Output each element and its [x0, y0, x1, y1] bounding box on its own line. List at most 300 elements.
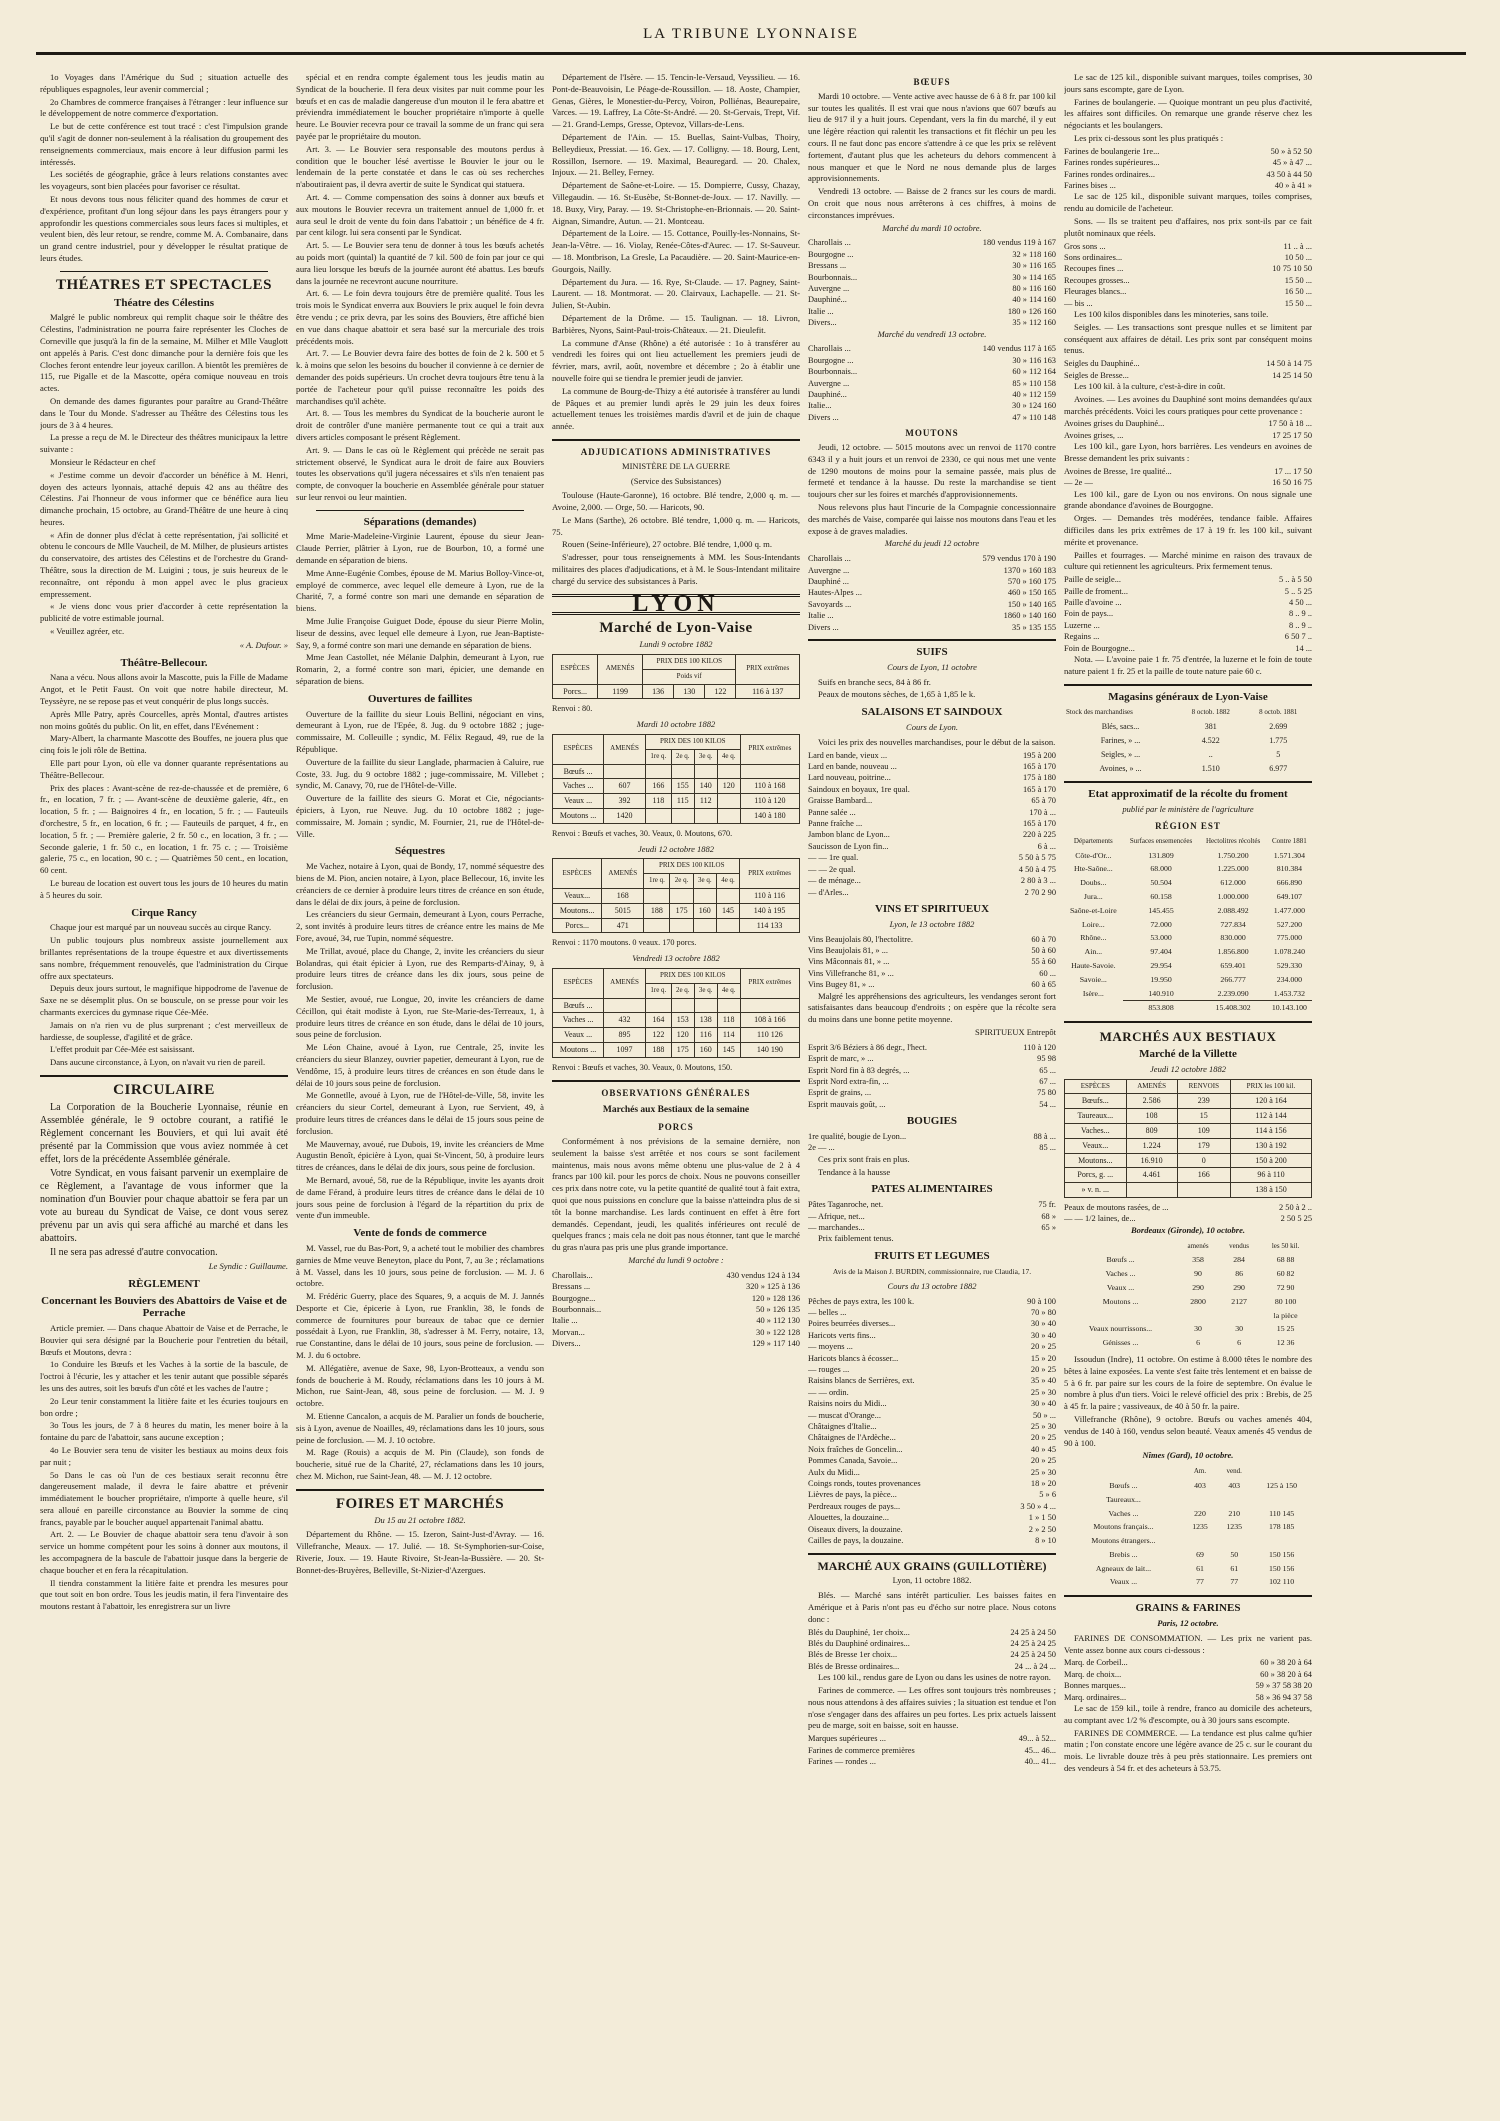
price-value: 5 .. 5 25	[1284, 586, 1312, 596]
avoines-prices-2	[1064, 466, 1312, 489]
table-row: Moutons français... 1235 1235 178 185	[1093, 1522, 1295, 1532]
paragraph: Mardi 10 octobre. — Vente active avec hausse de 6 à 8 fr. par 100 kil sur toutes les qualités. Il est vrai que nous n'avions que 607 bœufs au lieu de 917 il y a huit jours. Cependant, vers la fin du marché, il y eut une légère réaction qui ralentit les transactions et fit fléchir un peu les cours. Il ne faut donc pas encore s'attendre à ce que les prix se relèvent fortement, d'autant plus que les acheteurs du dehors commencent à nous manquer et que le Nord ne nous demande plus de larges approvisionnements.	[808, 90, 1056, 184]
reglement-continued	[296, 72, 544, 504]
price-value: 75 80	[1037, 1088, 1056, 1098]
paragraph: Depuis deux jours surtout, le magnifique hippodrome de l'avenue de Saxe ne se désemplit plus. On se bouscule, on se presse pour voir les charmants exercices du gymnase rique Cée-Mée.	[40, 983, 288, 1017]
vendredi-table: ESPÈCES AMENÉS PRIX DES 100 KILOS PRIX extrêmes 1re q. 2e q. 3e q. 4e q. Bœufs ... Vaches ... 432 164 153 138 118 108 à 166 Veaux ... 895 122 120 116 114 110 126 Moutons ... 1097 188 175 160 145 140 190	[552, 968, 800, 1058]
price-label: Paille de froment...	[1064, 586, 1128, 596]
price-label: Esprit de grains, ...	[808, 1088, 872, 1098]
price-value: 175 à 180	[1022, 773, 1056, 783]
circulaire-text	[40, 1101, 288, 1259]
price-value: 60 ...	[1039, 968, 1056, 978]
price-label: Raisins noirs du Midi...	[808, 1399, 887, 1409]
jeudi-table: ESPÈCES AMENÉS PRIX DES 100 KILOS PRIX extrêmes 1re q. 2e q. 3e q. 4e q. Veaux... 168 110 à 116 Moutons... 5015 188 175 160 145 140 à 195 Porcs... 471 114 133	[552, 858, 800, 933]
price-row	[1064, 1692, 1312, 1703]
divider	[808, 639, 1056, 641]
grains-heading: MARCHÉ AUX GRAINS (GUILLOTIÈRE)	[817, 1558, 1047, 1573]
paragraph: M. Etienne Cancalon, a acquis de M. Paralier un fonds de boucherie, sis à Lyon, avenue de Noailles, 49, réclamations dans les 10 jours, sous peine de forclusion. — M. J. 10 octobre.	[296, 1411, 544, 1445]
paragraph: Département de Saône-et-Loire. — 15. Dompierre, Cussy, Chazay, Villegaudin. — 16. St-Eusèbe, St-Bonnet-de-Joux. — 17. Navilly. — 18. Buxy, Viry, Paray. — 19. St-Christophe-en-Brionnais. — 20. Saint-Aignan, Simandre, Autun. — 21. Montceau.	[552, 180, 800, 226]
price-row	[808, 1421, 1056, 1432]
price-label: Oiseaux divers, la douzaine.	[808, 1524, 903, 1534]
villette-table: ESPÈCES AMENÉS RENVOIS PRIX les 100 kil. Bœufs... 2.586 239 120 à 164 Taureaux... 108 15 112 à 144 Vaches... 809 109 114 à 156 Veaux... 1.224 179 130 à 192 Moutons... 16.910 0 150 à 200 Porcs, g. ... 4.461 166 96 à 110 » v. n. ... 138 à 150	[1064, 1079, 1312, 1198]
price-label: Seigles du Dauphiné...	[1064, 359, 1140, 369]
price-row	[1064, 146, 1312, 157]
price-row	[808, 945, 1056, 956]
paragraph: Département du Jura. — 16. Rye, St-Claude. — 17. Pagney, Saint-Laurent. — 18. Montmorat. — 20. Clairvaux, Lachapelle. — 21. St-Julien, St-Aubin.	[552, 276, 800, 311]
boeufs-text	[808, 91, 1056, 222]
price-label: Lard nouveau, poitrine...	[808, 773, 891, 783]
paragraph: Département du Rhône. — 15. Izeron, Saint-Just-d'Avray. — 16. Villefranche, Meaux. — 17. Julié. — 18. St-Symphorien-sur-Coise, Riverie, Joux. — 19. Haute Rivoire, St-Jean-la-Bussière. — 20. St-Bonnet-des-Bruyères, Belleville, St-Nizier-d'Azergues.	[296, 1529, 544, 1575]
villette-peaux	[1064, 1202, 1312, 1225]
price-value: 220 à 225	[1022, 830, 1056, 840]
price-label: Farines de commerce premières	[808, 1745, 915, 1755]
paragraph: Votre Syndicat, en vous faisant parvenir un exemplaire de ce Règlement, a l'avantage de vous informer que la nomination d'un Bouvier pour chaque abattoir se fera par un vote au bureau du Syndicat de Vaise, ce dont vous serez prévenu par un avis qui sera affiché au marché et dans les abattoirs.	[40, 1167, 288, 1244]
price-label: Farines — rondes ...	[808, 1756, 876, 1766]
villefranche-text: Villefranche (Rhône), 9 octobre. Bœufs ou vaches amenés 404, vendus de 140 à 160, vendus selon beauté. Veaux amenés 45 vendus de 90 à 100.	[1064, 1413, 1312, 1448]
price-label: Avoines grises du Dauphiné...	[1064, 419, 1165, 429]
price-value: 6 50 7 ..	[1284, 632, 1312, 642]
table-row: Veaux nourrissons... 30 30 15 25	[1088, 1324, 1295, 1334]
col-especes: ESPÈCES	[553, 655, 598, 685]
price-label: Bressans ...	[808, 261, 847, 271]
price-label: — — ordin.	[808, 1387, 849, 1397]
price-label: — — 1/2 laines, de...	[1064, 1214, 1136, 1224]
mardi-table: ESPÈCES AMENÉS PRIX DES 100 KILOS PRIX extrêmes 1re q. 2e q. 3e q. 4e q. Bœufs ... Vaches ... 607 166 155 140 120 110 à 168 Veaux ... 392 118 115 112 110 à 120 Moutons ... 1420 140 à 180	[552, 734, 800, 824]
price-label: Savoyards ...	[808, 599, 852, 609]
price-row	[808, 807, 1056, 818]
price-label: Divers ...	[808, 622, 839, 632]
price-row	[808, 306, 1056, 317]
price-label: Jambon blanc de Lyon...	[808, 830, 890, 840]
boeufs-vendredi-prices	[808, 343, 1056, 423]
price-row	[808, 829, 1056, 840]
price-row	[808, 841, 1056, 852]
paragraph: Vendredi 13 octobre. — Baisse de 2 francs sur les cours de mardi. On croit que nous nous arrêterons à ces chiffres, à moins de circonstances imprévues.	[808, 186, 1056, 220]
price-row	[808, 283, 1056, 294]
fonds-heading: Vente de fonds de commerce	[353, 1227, 487, 1240]
vendredi-date: Vendredi 13 octobre 1882	[632, 953, 720, 964]
paragraph: « Veuillez agréer, etc.	[50, 626, 125, 637]
price-value: 40 » 45	[1030, 1444, 1056, 1454]
price-value: 180 » 126 160	[1007, 306, 1056, 316]
sequestres-heading: Séquestres	[395, 845, 445, 858]
lyon-banner: LYON	[552, 594, 800, 616]
price-row	[808, 599, 1056, 610]
lundi-renvoi: Renvoi : 80.	[552, 704, 593, 714]
price-row	[808, 587, 1056, 598]
price-value: 5 » 6	[1039, 1490, 1056, 1500]
price-row	[1064, 370, 1312, 381]
price-row	[1064, 241, 1312, 252]
table-row: Blés, sacs... 381 2.699	[1101, 722, 1288, 732]
table-row: Moutons... 5015 188 175 160 145 140 à 195	[553, 903, 800, 918]
celestins-text	[40, 312, 288, 638]
price-row	[808, 317, 1056, 328]
price-value: 60 » 38 20 à 64	[1260, 1669, 1312, 1679]
price-row	[808, 1627, 1056, 1638]
paragraph: spécial et en rendra compte également tous les jeudis matin au Syndicat de la boucherie. Il fera deux visites par nuit comme pour les bœufs et en cas de maladie dangereuse d'un mouton il le fera abattre et préviendra immédiatement le boucher propriétaire n'importe à quelle heure. Le Bouvier recevra pour ce travail la somme de un franc qui sera payée par le propriétaire du mouton.	[296, 72, 544, 141]
price-value: 85 » 110 158	[1012, 378, 1056, 388]
price-label: Bourbonnais...	[552, 1304, 602, 1314]
price-value: 2 » 2 50	[1028, 1524, 1056, 1534]
price-row	[808, 1065, 1056, 1076]
price-value: 14 50 à 14 75	[1266, 359, 1312, 369]
pailles-prices	[1064, 574, 1312, 654]
price-row	[808, 378, 1056, 389]
table-row: Rhône... 53.000 830.000 775.000	[1080, 933, 1303, 943]
paragraph: « Je viens donc vous prier d'accorder à cette représentation la publicité de votre estimable journal.	[40, 601, 288, 624]
seigles-text: Seigles. — Les transactions sont presque nulles et se limitent par conséquent aux affaires de détail. Les prix sont par conséquent moins tenus.	[1064, 321, 1312, 356]
price-label: Auvergne ...	[808, 565, 850, 575]
price-label: Bourbonnais...	[808, 272, 858, 282]
masthead	[36, 18, 1466, 58]
paragraph: Art. 3. — Le Bouvier sera responsable des moutons perdus à condition que le boucher lésé avertisse le Bouvier le jour ou le lendemain de la perte constatée et dans le cas où ses recherches n'aboutiraient pas, il devra avertir de suite le Syndicat qui statuera.	[296, 143, 544, 190]
price-value: 43 50 à 44 50	[1266, 169, 1312, 179]
price-label: Sons ordinaires...	[1064, 253, 1123, 262]
paragraph: Art. 9. — Dans le cas où le Règlement qui précède ne serait pas strictement observé, le Syndicat aura le droit de faire aux Bouviers toutes les observations qu'il jugera nécessaires et s'ils n'en tenaient pas compte, de convoquer la boucherie en Assemblée générale pour statuer sur leur renvoi ou leur maintien.	[296, 444, 544, 502]
price-row	[808, 1467, 1056, 1478]
price-value: 140 vendus 117 à 165	[982, 344, 1056, 354]
table-row: Porcs, g. ... 4.461 166 96 à 110	[1065, 1168, 1312, 1183]
price-label: — — 1re qual.	[808, 853, 859, 863]
price-value: 30 » 116 165	[1012, 261, 1056, 271]
table-row: Seigles, » ... .. 5	[1100, 749, 1281, 759]
price-value: 80 » 116 160	[1012, 283, 1056, 293]
table-row: Vaches ... 90 86 60 82	[1105, 1269, 1295, 1279]
table-row: Veaux... 1.224 179 130 à 192	[1065, 1138, 1312, 1153]
price-row	[808, 772, 1056, 783]
paragraph: M. Frédéric Guerry, place des Squares, 9, a acquis de M. J. Jannés Desporte et Cie, épicerie à Lyon, rue Franklin, 38, le fonds de commerce de fournitures pour bureaux de tabac que ce dernier possédait à Lyon, rue Franklin, 38, s'adresser à M. Ferry, notaire, 13, rue Constantine, dans le délai de 10 jours, sous peine de forclusion. — M. J. du 6 octobre.	[296, 1291, 544, 1361]
price-value: 11 .. à ...	[1283, 241, 1312, 251]
bellecour-heading: Théâtre-Bellecour.	[120, 656, 208, 669]
pates-heading: PATES ALIMENTAIRES	[871, 1183, 993, 1196]
price-label: Panne salée ...	[808, 807, 856, 817]
price-label: Seigles de Bresse...	[1064, 370, 1129, 380]
price-value: 14 ...	[1295, 643, 1312, 653]
price-value: 14 25 14 50	[1272, 370, 1312, 380]
paragraph: Un public toujours plus nombreux assiste journellement aux brillantes représentations de la troupe équestre et aux divertissements sans nombre, fréquemment renouvelés, que l'administration du Cirque offre aux spectateurs.	[40, 935, 288, 981]
intro-paragraphs	[40, 72, 288, 265]
price-value: 180 vendus 119 à 167	[982, 238, 1056, 248]
price-value: 16 50 16 75	[1272, 478, 1312, 488]
table-row: Bœufs ... 358 284 68 88	[1106, 1255, 1295, 1265]
price-row	[808, 1478, 1056, 1489]
price-value: 2 70 2 90	[1024, 887, 1056, 897]
price-label: Charollais...	[552, 1270, 593, 1280]
price-label: — de ménage...	[808, 876, 861, 886]
price-value: 120 » 128 136	[751, 1293, 800, 1303]
price-value: 460 » 150 165	[1007, 588, 1056, 598]
price-label: Alouettes, la douzaine...	[808, 1513, 889, 1523]
divider	[60, 271, 268, 272]
pailles-note: Nota. — L'avoine paie 1 fr. 75 d'entrée, la luzerne et le foin de toute nature paient 1 fr. 25 et la paille de toute nature paie 60 c.	[1064, 654, 1312, 676]
adjudications-heading: ADJUDICATIONS ADMINISTRATIVES	[580, 446, 772, 457]
table-row: Vaches... 809 109 114 à 156	[1065, 1123, 1312, 1138]
reglement-text	[40, 1323, 288, 1613]
price-row	[1064, 358, 1312, 369]
seigles-note: Les 100 kil. à la culture, c'est-à-dire in coût.	[1074, 381, 1226, 392]
price-value: 4 50 ...	[1288, 598, 1312, 608]
vins-sub: Lyon, le 13 octobre 1882	[889, 918, 975, 929]
fruits-heading: FRUITS ET LEGUMES	[874, 1250, 990, 1263]
price-value: 110 à 120	[1023, 1042, 1056, 1052]
sons-text: Sons. — Ils se traitent peu d'affaires, nos prix sont-ils par ce fait plutôt nominaux que réels.	[1064, 216, 1312, 238]
price-label: — d'Arles...	[808, 887, 849, 897]
price-row	[808, 343, 1056, 354]
price-label: — moyens ...	[808, 1342, 853, 1352]
mardi-date: Mardi 10 octobre 1882	[636, 719, 716, 730]
price-row	[808, 1375, 1056, 1386]
price-value: 24 25 à 24 50	[1010, 1650, 1056, 1660]
price-label: Gros sons ...	[1064, 241, 1106, 251]
paragraph: Ouverture de la faillite du sieur Louis Bellini, négociant en vins, demeurant à Lyon, rue de l'Epée, 8. Jug. du 9 octobre 1882 ; juge-commissaire, M. Colleuille ; syndic, M. Félix Regaud, 49, rue de la République.	[296, 708, 544, 755]
fruits-prices	[808, 1296, 1056, 1547]
price-label: Saucisson de Lyon fin...	[808, 841, 889, 851]
price-row	[1064, 466, 1312, 477]
table-row: Doubs... 50.504 612.000 666.890	[1080, 878, 1303, 888]
paragraph: Elle part pour Lyon, où elle va donner quarante représentations au Théâtre-Bellecour.	[40, 758, 288, 780]
table-row: Moutons... 16.910 0 150 à 200	[1065, 1153, 1312, 1168]
price-value: 59 » 37 58 38 20	[1255, 1681, 1312, 1691]
price-label: Pâtes Taganroche, net.	[808, 1200, 884, 1210]
paragraph: Art. 6. — Le foin devra toujours être de première qualité. Tous les trois mois le Syndicat enverra aux Bouviers le prix auquel le foin devra être vendu ; ce prix devra, par les soins des Bouviers, être affiché bien en vue dans chaque abattoir et sera basé sur la mercuriale des trois précédents mois.	[296, 288, 544, 346]
recolte-table: Départements Surfaces ensemencées Hectolitres récoltés Contre 1881 Côte-d'Or... 131.809 1.750.200 1.571.304 Hte-Saône... 68.000 1.225.000 810.384 Doubs... 50.504 612.000 666.890 Jura... 60.158 1.000.000 649.107 Saône-et-Loire 145.455 2.088.492 1.477.000 Loire... 72.000 727.834 527.200 Rhône... 53.000 830.000 775.000 Ain... 97.404 1.856.800 1.078.240 Haute-Savoie. 29.954 659.401 529.330 Savoie... 19.950 266.777 234.000 Isère... 140.910 2.239.090 1.453.732 853.808 15.408.302 10.143.100	[1064, 835, 1312, 1015]
col-poids-vif: Poids vif	[643, 669, 736, 684]
price-value: 18 » 20	[1030, 1479, 1056, 1489]
price-value: 67 ...	[1039, 1076, 1056, 1086]
paris-commerce-text: FARINES DE COMMERCE. — La tendance est plus calme qu'hier matin ; l'on constate encore une légère avance de 25 c. sur le courant du mois. Le livrable douze très à peu près stationnaire. Les premiers ont des vendeurs à 54 fr. et des acheteurs à 53.75.	[1064, 1727, 1312, 1774]
price-label: Perdreaux rouges de pays...	[808, 1501, 901, 1511]
boulangerie-intro: Les prix ci-dessous sont les plus pratiqués :	[1074, 132, 1224, 143]
farines-commerce-text: Farines de commerce. — Les offres sont toujours très nombreuses ; nous nous attendons à des affaires suivies ; la situation est tendue et l'on n'ose s'engager dans des affaires un peu fortes. Les prix actuels laissent peu de marge, soit en baisse, soit en hausse.	[808, 1684, 1056, 1731]
faillites-text	[296, 709, 544, 841]
price-label: — marchandes...	[808, 1222, 865, 1232]
table-row: Côte-d'Or... 131.809 1.750.200 1.571.304	[1075, 850, 1305, 860]
price-label: Recoupes fines ...	[1064, 264, 1124, 274]
salaisons-intro: Voici les prix des nouvelles marchandises, pour le début de la saison.	[818, 736, 1056, 747]
boulangerie-text: Farines de boulangerie. — Quoique montrant un peu plus d'activité, les affaires sont difficiles. On remarque une grande réserve chez les négociants et les boulangers.	[1064, 96, 1312, 131]
villette-subheading: Marché de la Villette	[1139, 1047, 1237, 1060]
price-value: 16 50 ...	[1284, 287, 1312, 297]
paragraph: Il tiendra constamment la litière faite et prendra les mesures pour que tout soit en bon ordre. Tous les jeudis matin, il fera l'inventaire des moutons restant à l'abattoir, les enregistrera sur un livre	[40, 1577, 288, 1612]
price-row	[808, 1222, 1056, 1233]
bougies-notes	[808, 1154, 1056, 1179]
price-row	[808, 366, 1056, 377]
table-row: Vaches ... 220 210 110 145	[1108, 1508, 1295, 1518]
price-label: Dauphiné...	[808, 390, 847, 400]
paragraph: Me Bernard, avoué, 58, rue de la République, invite les ayants droit de dame Férand, à produire leurs titres de créance dans le délai de 10 jours sous peine de forclusion à l'égard de la répartition du prix de vente d'un immeuble.	[296, 1174, 544, 1221]
price-row	[808, 864, 1056, 875]
porcs-prices	[552, 1270, 800, 1350]
price-row	[1064, 574, 1312, 585]
price-value: 17 ... 17 50	[1274, 466, 1312, 476]
paragraph: Ouverture de la faillite du sieur Langlade, pharmacien à Caluire, rue Coste, 33. Jug. du 9 octobre 1882 ; juge-commissaire, M. Villebet ; syndic, M. Canavy, 70, rue de l'Hôtel-de-Ville.	[296, 756, 544, 791]
price-row	[808, 1042, 1056, 1053]
paragraph: La presse a reçu de M. le Directeur des théâtres municipaux la lettre suivante :	[40, 432, 288, 455]
divider	[1064, 781, 1312, 783]
nimes-rows	[1064, 1479, 1312, 1589]
price-label: Cailles de pays, la douzaine.	[808, 1536, 904, 1546]
price-label: Bonnes marques...	[1064, 1681, 1126, 1691]
paragraph: Art. 2. — Le Bouvier de chaque abattoir sera tenu d'avoir à son service un homme compétent pour les soins à donner aux moutons, il les accompagnera de la bascule de l'abattoir jusque dans la bergerie de chaque boucher et en fera la récapitulation.	[40, 1529, 288, 1575]
paragraph: Le Mans (Sarthe), 26 octobre. Blé tendre, 1,000 q. m. — Haricots, 75.	[552, 514, 800, 537]
price-value: 45... 46...	[1024, 1745, 1056, 1755]
price-row	[808, 1512, 1056, 1523]
table-row: Vaches ... 607 166 155 140 120 110 à 168	[553, 779, 800, 794]
price-label: Graisse Bambard...	[808, 796, 873, 806]
price-label: Haricots verts fins...	[808, 1330, 876, 1340]
paragraph: Mary-Albert, la charmante Mascotte des Bouffes, ne jouera plus que cinq fois le joli rôle de Bettina.	[40, 733, 288, 756]
price-label: Bourgogne...	[552, 1293, 596, 1303]
fonds-text	[296, 1243, 544, 1483]
divider	[808, 1553, 1056, 1555]
table-row: Isère... 140.910 2.239.090 1.453.732	[1082, 988, 1305, 998]
price-label: Bourgogne ...	[808, 355, 854, 365]
price-label: Aulx du Midi...	[808, 1467, 860, 1477]
paragraph: Les sociétés de géographie, grâce à leurs relations constantes avec les voyageurs, sont bien placées pour favoriser ce résultat.	[40, 169, 288, 192]
price-value: 5 .. à 5 50	[1278, 575, 1312, 585]
price-label: Charollais ...	[808, 344, 851, 354]
price-label: Esprit mauvais goût, ...	[808, 1099, 886, 1109]
price-row	[1064, 298, 1312, 309]
price-label: Farines rondes supérieures...	[1064, 158, 1160, 168]
paragraph: Me Mauvernay, avoué, rue Dubois, 19, invite les créanciers de Mme Augustin Benoît, épicière à Lyon, quai St-Vincent, 50, à produire leurs titres de créances, dans le délai de dix jours, sous peine de forclusion.	[296, 1138, 544, 1173]
vendredi-renvoi: Renvoi : Bœufs et vaches, 30. Veaux, 0. Moutons, 150.	[552, 1062, 733, 1072]
paragraph: Malgré le public nombreux qui remplit chaque soir le théâtre des Célestins, l'administration ne pourra faire représenter les Cloches de Corneville que jusqu'à la fin de la semaine, M. Milher et Mlle Vauglott ont appelés à Paris. C'est donc dimanche pour la dernière fois que les Cloches feront entendre leur joyeux carillon. A bientôt les premières de 115, rue Pigalle et de la Mascotte, opéra comique nouveau en trois actes.	[40, 312, 288, 394]
price-value: 20 » 25	[1030, 1456, 1056, 1466]
price-row	[1064, 286, 1312, 297]
divider	[552, 1080, 800, 1082]
paragraph: Les créanciers du sieur Germain, demeurant à Lyon, cours Perrache, 2, sont invités à produire leurs titres de créance entre les mains de Me Fore, avoué, 34, rue Tupin, nommé séquestre.	[296, 909, 544, 943]
price-label: Marq. ordinaires...	[1064, 1692, 1127, 1702]
paragraph: Me Sestier, avoué, rue Longue, 20, invite les créanciers de dame Cécillon, qui était modiste à Lyon, rue Ste-Marie-des-Terreaux, 1, à produire leurs titres de créance en son étude, dans le délai de 10 jours, sous peine de forclusion.	[296, 993, 544, 1040]
price-row	[1064, 620, 1312, 631]
separations-text	[296, 531, 544, 687]
price-value: 40 » 114 160	[1012, 295, 1056, 305]
table-row: Taureaux... 108 15 112 à 144	[1065, 1109, 1312, 1124]
paragraph: M. Rage (Rouis) a acquis de M. Pin (Claude), son fonds de boucherie, situé rue de la Charité, 27, réclamations dans les 10 jours, chez M. Michon, rue Saint-Jean, 48. — M. J. 12 octobre.	[296, 1447, 544, 1482]
price-value: 32 » 118 160	[1012, 249, 1056, 259]
porcs-text: Conformément à nos prévisions de la semaine dernière, non seulement la baisse s'est arrêtée et nos cours se sont facilement maintenus, mais nous avons même obtenu une plus-value de 2 à 4 francs par 100 kil. pour les porcs de choix. Nous ne pouvons conseiller ces prix dans notre cote, vu la petite quantité de qualité tout à fait extra, quoi que nous puissions en conclure que la baisse n'atteindra plus de si tôt la bonne marchandise. Les lards continuent en effet à être fort demandés. Cependant, jeudi, les qualités inférieures ont reculé de quelques francs ; mais cela ne doit pas nous étonner, tant que le marché du gras n'aura pas pris une plus grande importance.	[552, 1135, 800, 1253]
fruits-avis: Avis de la Maison J. BURDIN, commissionnaire, rue Claudia, 17.	[832, 1266, 1032, 1276]
paragraph: Dans aucune circonstance, à Lyon, on n'avait vu rien de pareil.	[50, 1057, 266, 1068]
adjudications-text	[552, 490, 800, 587]
price-label: Bressans ...	[552, 1282, 591, 1292]
price-label: Divers ...	[808, 412, 839, 422]
spiritueux-prices	[808, 1042, 1056, 1110]
divider	[1064, 684, 1312, 686]
price-label: Italie...	[808, 401, 832, 411]
price-row	[1064, 608, 1312, 619]
price-row	[808, 1296, 1056, 1307]
price-row	[1064, 1202, 1312, 1213]
paragraph: Département de la Drôme. — 15. Taulignan. — 18. Livron, Barbières, Nyons, Saint-Paul-trois-Châteaux. — 21. Dieulefit.	[552, 312, 800, 335]
price-value: 6 à ...	[1037, 841, 1056, 851]
price-value: 579 vendus 170 à 190	[982, 554, 1056, 564]
theatres-heading: THÉATRES ET SPECTACLES	[55, 276, 273, 293]
col-ext: PRIX extrêmes	[736, 655, 800, 685]
price-row	[1064, 180, 1312, 191]
price-value: 65 »	[1041, 1222, 1056, 1232]
paragraph: « Afin de donner plus d'éclat à cette représentation, j'ai sollicité et obtenu le concours de Mlle Vaucheil, de M. Milher, de plusieurs artistes du conservatoire, des artistes des Célestins et de l'orchestre du Grand-Théâtre, sous la direction de M. Luigini ; tous, je suis heureux de le reconnaître, ont répondu à mon appel avec le plus gracieux empressement.	[40, 529, 288, 599]
magasins-rows	[1064, 720, 1312, 775]
price-value: 320 » 125 à 136	[746, 1282, 800, 1292]
sons-note: Les 100 kilos disponibles dans les minoteries, sans toile.	[1074, 309, 1269, 320]
price-value: 2 50 5 25	[1280, 1214, 1312, 1224]
price-row	[808, 875, 1056, 886]
bordeaux-rows	[1064, 1253, 1312, 1350]
table-row: Bœufs ...	[553, 998, 800, 1013]
price-value: 40 » à 41 »	[1274, 181, 1312, 190]
price-value: 88 à ...	[1033, 1131, 1056, 1141]
avoines-prices	[1064, 418, 1312, 441]
price-row	[808, 795, 1056, 806]
paragraph: « J'estime comme un devoir d'accorder un bénéfice à M. Henri, doyen des acteurs lyonnais, attaché depuis 42 ans au théâtre des Célestins. J'ai l'honneur de vous informer que ce bénéfice aura lieu dimanche prochain, 15 octobre, au Grand-Théâtre de une heure à cinq heures.	[40, 469, 288, 527]
price-value: 75 fr.	[1038, 1200, 1056, 1210]
price-value: 10 50 ...	[1284, 253, 1312, 262]
price-value: 35 » 135 155	[1012, 622, 1056, 632]
price-row	[1064, 631, 1312, 642]
price-row	[808, 761, 1056, 772]
rancy-heading: Cirque Rancy	[131, 906, 197, 919]
price-row	[808, 1142, 1056, 1153]
celestins-signature: « A. Dufour. »	[239, 639, 288, 650]
avoines-note-2: Les 100 kil., gare de Lyon ou nos environs. On nous signale une grande abondance d'avoines de Bourgogne.	[1064, 488, 1312, 511]
farines-intro: Le sac de 125 kil., disponible suivant marques, toiles comprises, 30 jours sans escompte, gare de Lyon.	[1064, 72, 1312, 94]
paragraph: S'adresser, pour tous renseignements à MM. les Sous-Intendants militaires des places d'adjudications, et à M. le Sous-Intendant militaire chargé du service des subsistances à Paris.	[552, 552, 800, 586]
table-row: Jura... 60.158 1.000.000 649.107	[1083, 892, 1303, 902]
price-label: Blés de Bresse ordinaires...	[808, 1661, 900, 1671]
col-prix: PRIX DES 100 KILOS	[643, 655, 736, 670]
price-label: Auvergne ...	[808, 378, 850, 388]
price-value: 10 75 10 50	[1272, 264, 1312, 274]
price-row	[552, 1281, 800, 1292]
price-label: Hautes-Alpes ...	[808, 588, 862, 598]
paragraph: Suifs en branche secs, 84 à 86 fr.	[818, 676, 931, 687]
price-label: — — 2e qual.	[808, 864, 856, 874]
price-label: Fleurages blancs...	[1064, 287, 1127, 297]
table-row: Agneaux de lait... 61 61 150 156	[1095, 1563, 1295, 1573]
moutons-text	[808, 442, 1056, 537]
sons-prices	[1064, 241, 1312, 309]
price-value: 50 » 126 135	[756, 1304, 800, 1314]
price-label: — muscat d'Orange...	[808, 1410, 881, 1420]
price-label: Panne fraîche ...	[808, 819, 863, 829]
table-row: Veaux ... 77 77 102 110	[1109, 1577, 1295, 1587]
paragraph: Mme Marie-Madeleine-Virginie Laurent, épouse du sieur Jean-Claude Perrier, plâtrier à Lyon, rue de Bourbon, 10, a formé une demande en séparation de biens.	[296, 531, 544, 566]
price-label: Farines rondes ordinaires...	[1064, 169, 1155, 179]
table-row: Hte-Saône... 68.000 1.225.000 810.384	[1073, 864, 1303, 874]
price-row	[808, 1131, 1056, 1142]
paragraph: Me Trillat, avoué, place du Change, 2, invite les créanciers du sieur Bolandras, qui était épicier à Lyon, rue des Remparts-d'Ainay, 9, à produire leurs titres de créance dans les dix jours, sous peine de forclusion.	[296, 945, 544, 992]
paragraph: Mme Julie Françoise Guiguet Dode, épouse du sieur Pierre Molin, liseur de dessins, avec lequel elle demeure à Lyon, rue Jean-Baptiste-Say, 9, a formé contre son mari une demande en séparation de biens.	[296, 616, 544, 650]
avoines-text: Avoines. — Les avoines du Dauphiné sont moins demandées qu'aux marchés précédents. Voici les cours pratiques pour cette provenance :	[1064, 393, 1312, 416]
price-value: 2 80 à 3 ...	[1020, 876, 1056, 886]
price-label: Saindoux en boyaux, 1re qual.	[808, 784, 910, 794]
paragraph: Après Mlle Patry, après Courcelles, après Montal, d'autres artistes non moins goûtés du public. On lit, en effet, dans l'Evénement :	[40, 708, 288, 731]
price-row	[808, 1489, 1056, 1500]
suifs-sub: Cours de Lyon, 11 octobre	[887, 661, 977, 672]
price-value: 50 » à 52 50	[1270, 146, 1312, 156]
paragraph: Me Vachez, notaire à Lyon, quai de Bondy, 17, nommé séquestre des biens de M. Pion, ancien notaire, à Lyon, place Bellecour, 16, invite les créanciers de ce dernier à produire leurs titres de créance en son étude, dans le délai de dix jours, à peine de forclusion.	[296, 861, 544, 907]
price-label: Bourgogne ...	[808, 249, 854, 259]
price-label: 1re qualité, bougie de Lyon...	[808, 1131, 907, 1141]
price-label: Lièvres de pays, la pièce...	[808, 1490, 897, 1500]
price-value: 1370 » 160 183	[1003, 565, 1056, 575]
price-value: 129 » 117 140	[752, 1339, 800, 1349]
price-value: 15 50 ...	[1284, 275, 1312, 285]
price-label: Dauphiné ...	[808, 577, 849, 587]
